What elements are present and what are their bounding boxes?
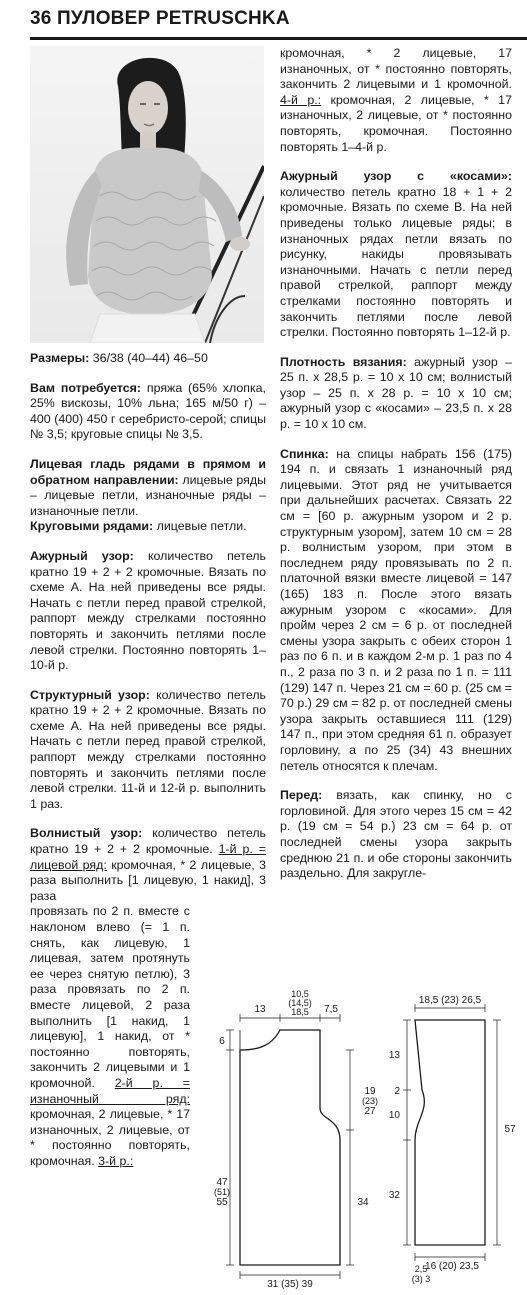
dim-armhole-2: (23): [361, 1096, 379, 1106]
sizes-value: 36/38 (40–44) 46–50: [92, 351, 208, 365]
dim-width: 31 (35) 39: [267, 1279, 313, 1290]
dim-side: 34: [357, 1197, 369, 1208]
dim-neck-3: 18,5: [291, 1007, 309, 1017]
wave-row4-label: 4-й р.:: [280, 92, 322, 107]
wave-text-3: провязать по 2 п. вместе с наклоном влево (= 1 п. снять, как лицевую, 1 лицевая, затем протянуть ее через снятую петлю), 3 раза провязать по 2 п. вместе лицевой, 2 раза выполнить [1 накид, 1 лицевую], 1 накид, от * постоянно повторять, закончить 2 лицевыми и 1 кромочной.: [30, 904, 190, 1090]
body-schematic: [226, 1014, 354, 1279]
cable-label: Ажурный узор с «косами»:: [280, 169, 512, 184]
pattern-schematics: [200, 990, 527, 1295]
dim-sleeve-edge-2: (3) 3: [411, 1274, 431, 1284]
front-label: Перед:: [280, 788, 323, 803]
stockinette-paragraph: [30, 457, 266, 519]
front-text: вязать, как спинку, но с горловиной. Для этого через 15 см = 42 р. (19 см = 54 р.) 23 см = 64 р. от последней смены узора закрыть среднюю 21 п. и обе стороны закончить раздельно. Для закругле-: [280, 788, 512, 881]
gauge-paragraph: [280, 355, 512, 433]
dim-sleeve-top: 18,5 (23) 26,5: [418, 995, 482, 1006]
dim-sleeve-cap: 13: [388, 1050, 400, 1061]
model-illustration: [30, 46, 264, 343]
round-label: Круговыми рядами:: [30, 519, 154, 534]
wave-row1-label: 1-й р. = лицевой ряд:: [30, 842, 266, 872]
dim-length-3: 55: [216, 1197, 228, 1208]
lace-text: количество петель кратно 19 + 2 + 2 кромочные. Вязать по схеме А. На ней приведены все ряды. Начать с петли перед правой стрелкой, раппорт между стрелками постоянно повторять и закончить петлями после левой стрелки. Постоянно повторять 1–10-й р.: [30, 548, 266, 673]
dim-armhole-width: 7,5: [324, 1004, 338, 1015]
gauge-text: ажурный узор – 25 п. х 28,5 р. = 10 х 10 см; волнистый узор – 25 п. х 28 р. = 10 х 10 см; ажурный узор с «косами» – 23,5 п. х 28 р. = 10 х 10 см.: [280, 354, 512, 432]
struct-paragraph: [30, 688, 266, 813]
dim-sleeve-32: 32: [388, 1190, 400, 1201]
model-photo: [30, 46, 264, 343]
sleeve-schematic: [403, 1004, 501, 1261]
dim-shoulder: 13: [254, 1004, 266, 1015]
sizes-paragraph: [30, 351, 266, 367]
dim-length-2: (51): [213, 1187, 231, 1197]
dim-sleeve-bottom: 16 (20) 23,5: [425, 1261, 479, 1272]
round-text: лицевые петли.: [156, 519, 247, 534]
gauge-label: Плотность вязания:: [280, 354, 407, 369]
wave-text-1: количество петель кратно 19 + 2 + 2 кромочные.: [30, 826, 266, 857]
lace-paragraph: [30, 549, 266, 674]
struct-label: Структурный узор:: [30, 687, 150, 702]
wave-cont-text-2: кромочная, 2 лицевые, * 17 изнаночных, 2 лицевые, от * постоянно повторять, кромочная. Постоянно повторять 1–4-й р.: [280, 92, 512, 154]
struct-text: количество петель кратно 19 + 2 + 2 кромочные. Вязать по схеме А. На ней приведены все ряды. Начать с петли перед правой стрелкой, раппорт между стрелками постоянно повторять и закончить петлями после левой стрелки. 11-й и 12-й р. выполнить 1 раз.: [30, 687, 266, 811]
dim-sleeve-edge-1: 2,5: [414, 1264, 428, 1274]
back-label: Спинка:: [280, 446, 329, 461]
title-rule: [30, 37, 527, 40]
cable-text: количество петель кратно 18 + 1 + 2 кромочные. Вязать по схеме В. На ней приведены только лицевые ряды; в изнаночных рядах петли вязать по рисунку, накиды провязывать изнаночными. Начать с петли перед правой стрелкой, раппорт между стрелками постоянно повторять и закончить петлями после левой стрелки. Постоянно повторять 1–12-й р.: [280, 184, 512, 340]
dim-armhole-1: 19: [364, 1086, 376, 1097]
cable-paragraph: [280, 169, 512, 341]
back-paragraph: [280, 447, 512, 774]
wave-continued-paragraph: [280, 46, 512, 155]
materials-label: Вам потребуется:: [30, 380, 142, 395]
stockinette-label: Лицевая гладь рядами в прямом и обратном направлении:: [30, 456, 266, 487]
dim-neck-1: 10,5: [291, 990, 309, 999]
back-text: на спицы набрать 156 (175) 194 п. и связать 1 изнаночный ряд лицевыми. Этот ряд не учитывается при дальнейших расчетах. Связать 22 см = [60 р. ажурным узором и 2 р. структурным узором], затем 10 см = 28 р. волнистым узором, при этом в последнем ряду провязывать по 2 п. платочной вязки вместе лицевой = 147 (165) 183 п. После этого вязать ажурным узором с «косами». Для пройм через 2 см = 6 р. от последней смены узора закрыть с обеих сторон 1 раз по 6 п. и в каждом 2-м р. 1 раз по 4 п., 2 раза по 3 п. и 2 раза по 1 п. = 111 (129) 147 п. Через 21 см = 60 р. (25 см = 70 р.) 29 см = 82 р. от последней смены узора закрыть оставшиеся 111 (129) 147 п., при этом средняя 61 п. образует горловину, а по 25 (34) 43 внешних петель относятся к плечам.: [280, 446, 512, 773]
wave-label: Волнистый узор:: [30, 826, 143, 841]
dim-neck-2: (14,5): [288, 998, 312, 1008]
dim-sleeve-10: 10: [388, 1110, 400, 1121]
wave-cont-text-1: кромочная, * 2 лицевые, 17 изнаночных, от * постоянно повторять, закончить 2 лицевыми и 1 кромочной.: [280, 46, 512, 92]
wave-paragraph-a: [30, 826, 266, 904]
front-paragraph: [280, 788, 512, 882]
schematic-drawing: [200, 990, 527, 1295]
page-title: 36 ПУЛОВЕР PETRUSCHKA: [30, 8, 290, 29]
wave-row3-label: 3-й р.:: [98, 1153, 134, 1168]
dim-neck-depth: 6: [219, 1036, 225, 1047]
right-column: [280, 46, 512, 896]
lace-label: Ажурный узор:: [30, 548, 134, 563]
sizes-label: Размеры:: [30, 351, 90, 365]
round-paragraph: [30, 519, 266, 535]
dim-sleeve-2: 2: [394, 1086, 400, 1097]
wave-row2-label: 2-й р. = изнаночный ряд:: [30, 1075, 190, 1106]
dim-length-1: 47: [216, 1177, 228, 1188]
stockinette-text: лицевые ряды – лицевые петли, изнаночные ряды – изнаночные петли.: [30, 472, 266, 518]
wave-text-2: кромочная, * 2 лицевые, 3 раза выполнить [1 лицевую, 1 накид], 3 раза: [30, 857, 266, 903]
dim-sleeve-57: 57: [504, 1124, 516, 1135]
wave-text-4: кромочная, 2 лицевые, * 17 изнаночных, 2 лицевые, от * постоянно повторять, кромочная.: [30, 1107, 190, 1168]
materials-text: пряжа (65% хлопка, 25% вискозы, 10% льна; 165 м/50 г) – 400 (400) 450 г серебристо-серой; спицы № 3,5; круговые спицы № 3,5.: [30, 380, 266, 442]
wave-paragraph-b: [30, 904, 190, 1169]
materials-paragraph: [30, 381, 266, 443]
dim-armhole-3: 27: [364, 1106, 376, 1117]
